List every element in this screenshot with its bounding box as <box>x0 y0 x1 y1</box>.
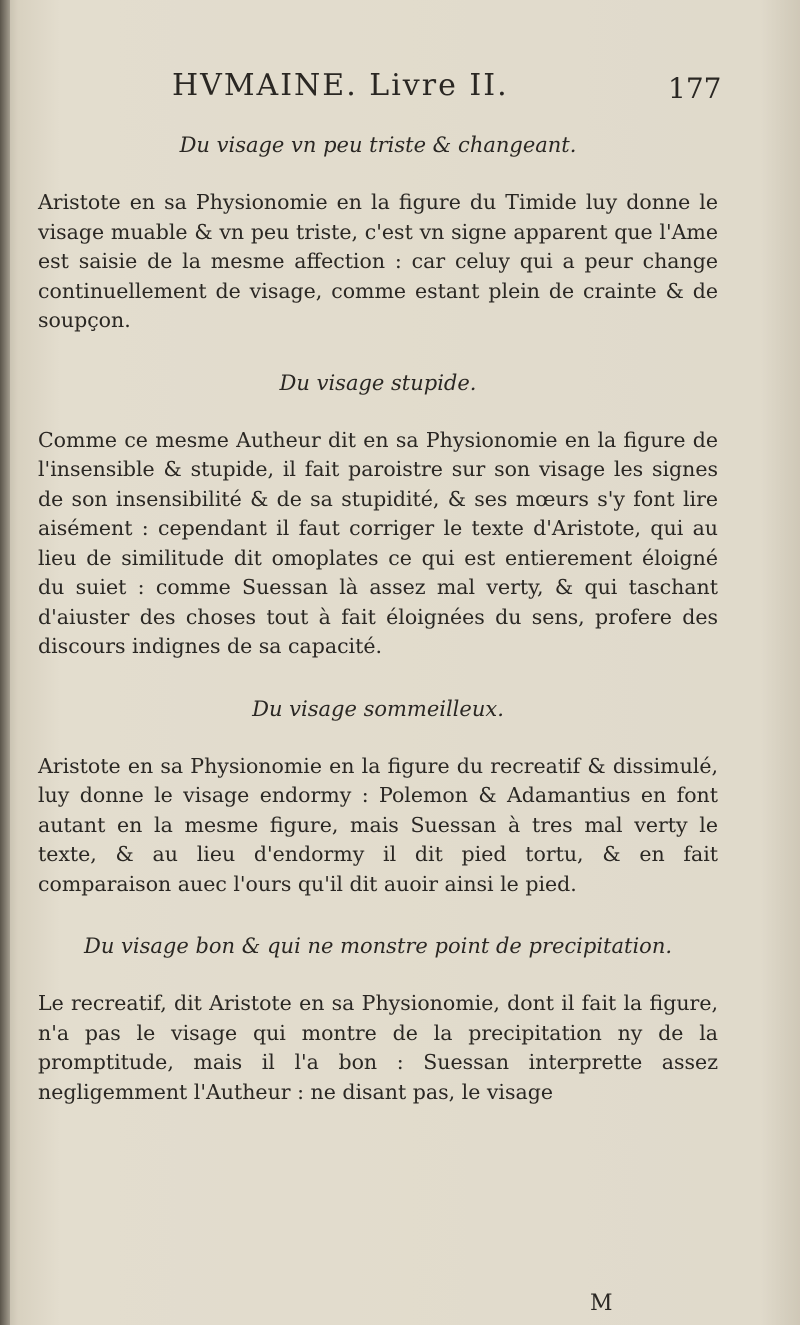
catchword: M <box>590 1291 613 1316</box>
section-paragraph: Aristote en sa Physionomie en la figure du recreatif & dissimulé, luy donne le visage endormy : Polemon & Adamantius en font autant en la mesme figure, mais Suessan à tres mal verty le texte, & au lieu d'endormy il dit pied tortu, & en fait comparaison auec l'ours qu'il dit auoir ainsi le pied. <box>38 753 718 896</box>
section-3 <box>38 694 718 900</box>
section-heading: Du visage sommeilleux. <box>252 696 504 721</box>
page-spine-shadow <box>0 0 10 1325</box>
section-4 <box>38 931 718 1107</box>
page-header <box>0 68 800 108</box>
section-2 <box>38 368 718 662</box>
page-content <box>38 130 718 1139</box>
section-paragraph: Aristote en sa Physionomie en la figure du Timide luy donne le visage muable & vn peu triste, c'est vn signe apparent que l'Ame est saisie de la mesme affection : car celuy qui a peur change continuellement de visage, comme estant plein de crainte & de soupçon. <box>38 190 718 332</box>
section-heading: Du visage vn peu triste & changeant. <box>179 133 577 157</box>
section-paragraph: Le recreatif, dit Aristote en sa Physionomie, dont il fait la figure, n'a pas le visage qui montre de la precipitation ny de la promptitude, mais il l'a bon : Suessan interprette assez negligemment l'Autheur : ne disant pas, le visage <box>38 991 718 1104</box>
section-heading: Du visage stupide. <box>279 370 477 395</box>
section-1 <box>38 130 718 336</box>
running-head: HVMAINE. Livre II. <box>172 68 509 103</box>
section-heading: Du visage bon & qui ne monstre point de precipitation. <box>83 934 673 958</box>
section-paragraph: Comme ce mesme Autheur dit en sa Physionomie en la figure de l'insensible & stupide, il fait paroistre sur son visage les signes de son insensibilité & de sa stupidité, & ses mœurs s'y font lire aisément : cependant il faut corriger le texte d'Aristote, qui au lieu de similitude dit omoplates ce qui est entierement éloigné du suiet : comme Suessan là assez mal verty, & qui taschant d'aiuster des choses tout à fait éloignées du sens, profere des discours indignes de sa capacité. <box>38 427 718 658</box>
page-number: 177 <box>668 72 722 105</box>
